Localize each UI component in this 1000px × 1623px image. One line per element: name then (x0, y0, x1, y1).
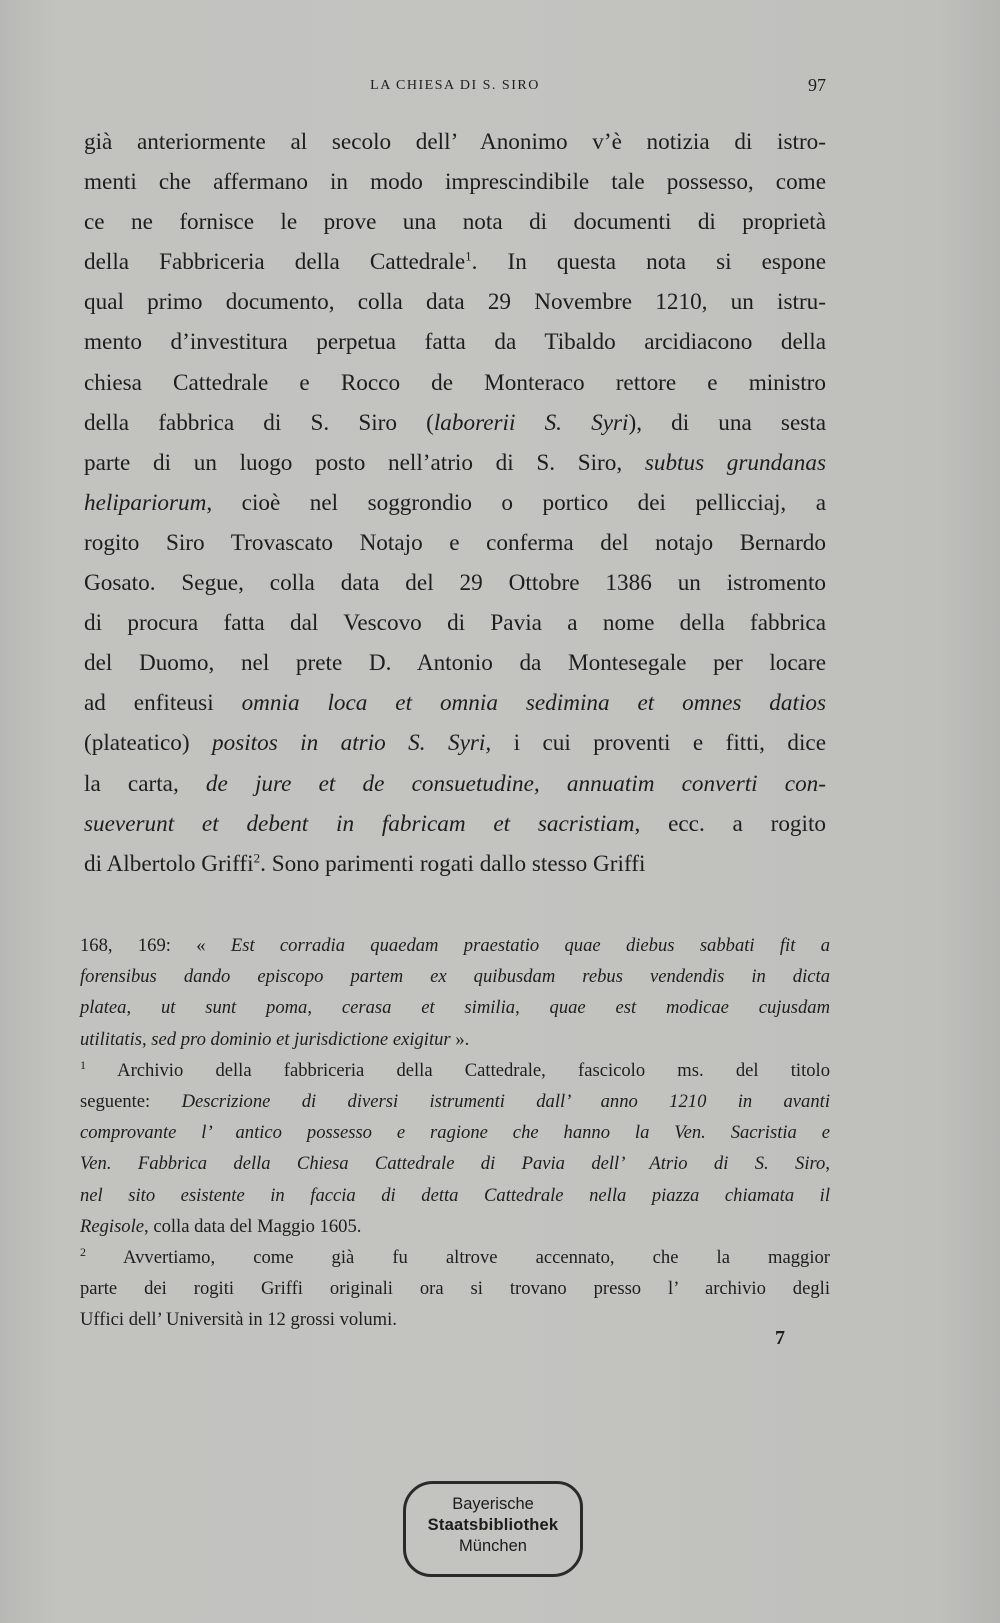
text-line (84, 523, 826, 563)
italic-run: comprovante l’ antico possesso e ragione che hanno la Ven. Sacristia e (80, 1122, 830, 1144)
text-line (84, 443, 826, 483)
text-run: ». (450, 1028, 470, 1050)
footnote-reference: 1 (465, 248, 472, 264)
text-line (84, 683, 826, 723)
text-run: parte dei rogiti Griffi originali ora si trovano presso l’ archivio degli (80, 1278, 830, 1300)
running-head (84, 75, 826, 102)
footnote-line (80, 1055, 830, 1086)
text-run: i cui proventi e fitti, dice (491, 730, 826, 757)
footnote-line (80, 1086, 830, 1117)
italic-run: forensibus dando episcopo partem ex quibusdam rebus vendendis in dicta (80, 966, 830, 988)
footnote-line (80, 961, 830, 992)
stamp-line-2: Staatsbibliothek (427, 1516, 559, 1534)
text-run: , (142, 1028, 152, 1050)
text-run: (plateatico) (84, 730, 213, 757)
text-run: parte di un luogo posto nell’atrio di S. Siro, (84, 449, 645, 476)
italic-run: Est corradia quaedam praestatio quae diebus sabbati fit a (230, 935, 831, 956)
italic-run: platea (80, 997, 127, 1019)
text-run: seguente: (80, 1090, 182, 1112)
footnote-line (80, 1304, 830, 1335)
text-run: , cioè nel soggrondio o portico dei pellicciaj, a (206, 489, 826, 516)
footnote-line (80, 1211, 830, 1242)
italic-run: Ven. Fabbrica della Chiesa Cattedrale di Pavia dell’ Atrio di S. Siro (80, 1153, 826, 1175)
italic-run: cerasa et similia (341, 997, 516, 1019)
footnote-line (80, 992, 830, 1023)
main-text (84, 122, 826, 884)
text-run: menti che affermano in modo imprescindibile tale possesso, come (84, 169, 826, 196)
text-run: chiesa Cattedrale e Rocco de Monteraco rettore e ministro (84, 369, 826, 396)
footnote-line (80, 1242, 830, 1273)
italic-run: quae est modicae cujusdam (549, 997, 831, 1019)
footnote-line (80, 1148, 830, 1179)
text-line (84, 242, 826, 282)
italic-run: sueverunt et debent in fabricam et sacristiam (84, 810, 635, 837)
text-line (84, 483, 826, 523)
text-line (84, 563, 826, 603)
text-run: di procura fatta dal Vescovo di Pavia a nome della fabbrica (84, 610, 826, 637)
text-line (84, 202, 826, 242)
text-line (84, 603, 826, 643)
text-run: qual primo documento, colla data 29 Novembre 1210, un istru- (84, 289, 826, 316)
text-line (84, 122, 826, 162)
italic-run: subtus grundanas (644, 449, 826, 476)
italic-run: positos in atrio S. Syri, (212, 730, 492, 757)
text-line (84, 764, 826, 804)
text-run: della fabbrica di S. Siro ( (84, 409, 434, 436)
library-stamp (403, 1481, 583, 1577)
italic-run: helipariorum (84, 489, 207, 516)
text-run: , (825, 1153, 830, 1175)
text-run: della Fabbriceria della Cattedrale (84, 249, 466, 276)
stamp-line-3: München (459, 1537, 527, 1555)
text-line (84, 363, 826, 403)
text-run: del Duomo, nel prete D. Antonio da Montesegale per locare (84, 650, 826, 677)
stamp-line-1: Bayerische (452, 1495, 534, 1513)
text-run: , colla data del Maggio 1605. (144, 1215, 362, 1237)
italic-run: laborerii S. Syri (433, 409, 629, 436)
text-line (84, 282, 826, 322)
page-number: 97 (808, 75, 826, 95)
signature-mark: 7 (775, 1327, 785, 1349)
italic-run: ut sunt poma (160, 997, 308, 1019)
italic-run: Descrizione di diversi istrumenti dall’ anno 1210 in avanti (181, 1090, 830, 1112)
footnote-number: 1 (80, 1057, 86, 1072)
italic-run: de jure et de consuetudine, annuatim converti con- (205, 770, 826, 797)
italic-run: nel sito esistente in faccia di detta Cattedrale nella piazza chiamata il (80, 1184, 830, 1206)
text-run: Avvertiamo, come già fu altrove accennato, che la maggior (86, 1246, 830, 1268)
text-run: già anteriormente al secolo dell’ Anonimo v’è notizia di istro- (84, 129, 826, 155)
text-line (84, 322, 826, 362)
text-run: , (515, 997, 550, 1019)
text-line (84, 723, 826, 763)
text-run: , ecc. a rogito (634, 810, 826, 837)
footnote-line (80, 1273, 830, 1304)
text-run: rogito Siro Trovascato Notajo e conferma del notajo Bernardo (84, 529, 826, 556)
italic-run: utilitatis (80, 1028, 142, 1050)
text-run: Archivio della fabbriceria della Cattedrale, fascicolo ms. del titolo (86, 1059, 830, 1081)
text-run: . Sono parimenti rogati dallo stesso Griffi (260, 850, 646, 877)
text-line (84, 403, 826, 443)
text-run: mento d’investitura perpetua fatta da Tibaldo arcidiacono della (84, 329, 826, 356)
text-line (84, 844, 826, 884)
text-run: . In questa nota si espone (471, 249, 826, 276)
text-run: Uffici dell’ Università in 12 grossi volumi. (80, 1309, 397, 1331)
text-run: Gosato. Segue, colla data del 29 Ottobre 1386 un istromento (84, 570, 826, 597)
italic-run: Regisole (80, 1215, 145, 1237)
footnote-line (80, 1117, 830, 1148)
italic-run: omnia loca et omnia sedimina et omnes datios (241, 690, 826, 717)
text-run: , (126, 997, 161, 1019)
footnote-line (80, 930, 830, 961)
footnote-line (80, 1180, 830, 1211)
footnotes (80, 930, 830, 1335)
text-line (84, 162, 826, 202)
running-title: LA CHIESA DI S. SIRO (370, 78, 540, 93)
text-run: di Albertolo Griffi (84, 850, 254, 877)
text-run: ad enfiteusi (84, 690, 242, 717)
italic-run: sed pro dominio et jurisdictione exigitur (151, 1028, 451, 1050)
footnote-line (80, 1024, 830, 1055)
text-run: la carta, (84, 770, 206, 797)
footnote-number: 2 (80, 1244, 86, 1259)
text-run: 168, 169: « (80, 935, 231, 956)
text-line (84, 643, 826, 683)
footnote-reference: 2 (253, 849, 261, 865)
text-run: , (307, 997, 342, 1019)
text-line (84, 804, 826, 844)
text-run: ce ne fornisce le prove una nota di documenti di proprietà (84, 209, 826, 236)
text-run: ), di una sesta (628, 409, 827, 436)
